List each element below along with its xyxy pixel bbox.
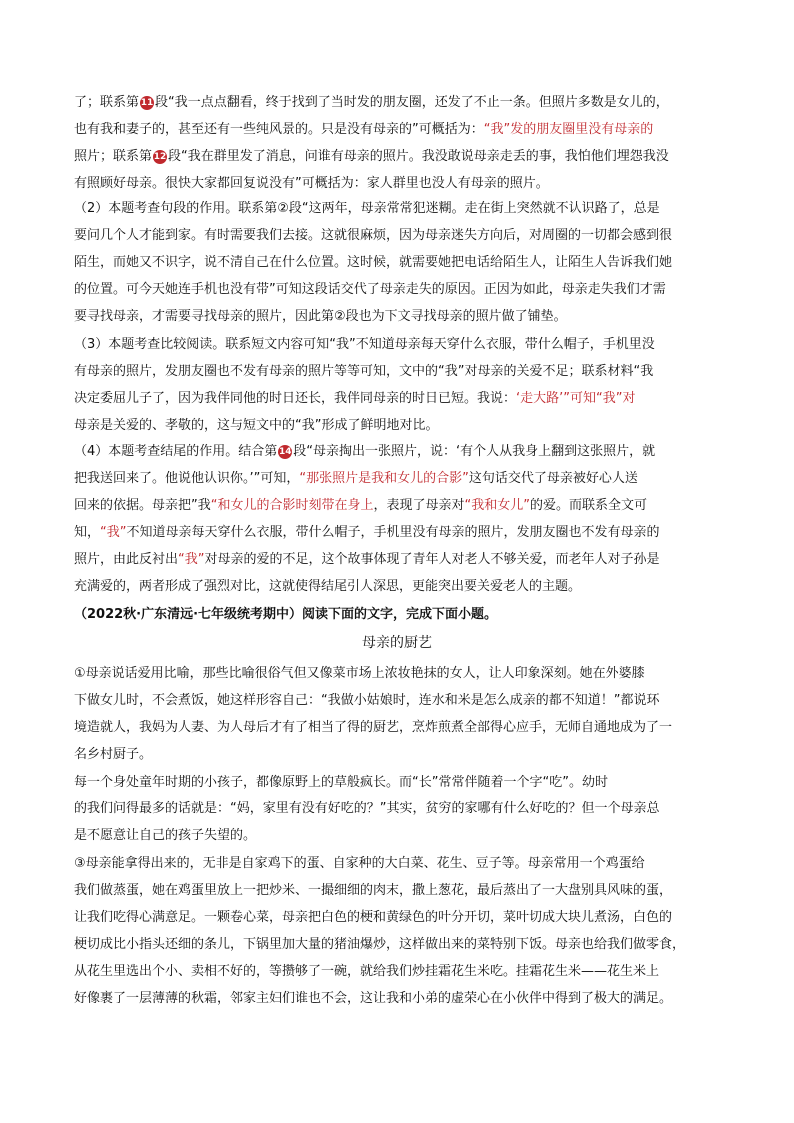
text-segment: 有照顾好母亲。很快大家都回复说没有”可概括为：家人群里也没人有母亲的照片。 (74, 176, 549, 191)
text-line (74, 665, 724, 683)
text-line (74, 94, 724, 112)
text-line (74, 308, 724, 326)
text-line (74, 746, 724, 764)
text-line (74, 148, 724, 166)
text-segment: 决定委屈儿子了，因为我伴同他的时日还长，我伴同母亲的时日已短。我说： (74, 391, 517, 406)
text-line (74, 254, 724, 272)
text-segment: 段“我一点点翻看，终于找到了当时发的朋友圈，还发了不止一条。但照片多数是女儿的， (155, 95, 669, 110)
text-segment: 梗切成比小指头还细的条儿，下锅里加大量的猪油爆炒，这样做出来的菜特别下饭。母亲也给我们做零食， (74, 937, 686, 952)
text-segment: 段“我在群里发了消息，问谁有母亲的照片。我没敢说母亲走丢的事，我怕他们埋怨我没 (168, 149, 669, 164)
text-line (74, 390, 724, 408)
text-segment: 下做女儿时，不会煮饭，她这样形容自己：“我做小姑娘时，连水和米是怎么成亲的都不知道！”都说环 (74, 693, 660, 708)
text-segment: 是不愿意让自己的孩子失望的。 (74, 828, 257, 843)
highlighted-answer: ‘走大路’”可知“我”对 (516, 391, 636, 406)
text-line (74, 800, 724, 818)
text-segment: 也有我和妻子的，甚至还有一些纯风景的。只是没有母亲的”可概括为： (74, 122, 484, 137)
text-segment: 照片；联系第 (74, 149, 153, 164)
text-line (74, 692, 724, 710)
text-segment: 的位置。可今天她连手机也没有带”可知这段话交代了母亲走失的原因。正因为如此，母亲走失我们才需 (74, 282, 666, 297)
text-segment: 对母亲的爱的不足，这个故事体现了青年人对老人不够关爱，而老年人对子孙是 (204, 552, 660, 567)
text-segment: 母亲是关爱的、孝敬的，这与短文中的“我”形成了鲜明地对比。 (74, 418, 439, 433)
text-segment: 照片，由此反衬出 (74, 552, 179, 567)
text-line (74, 578, 724, 596)
text-line (74, 719, 724, 737)
article-title: 母亲的厨艺 (362, 635, 432, 651)
highlighted-answer: “我”发的朋友圈里没有母亲的 (483, 122, 654, 137)
source-heading-text: （2022秋·广东清远·七年级统考期中）阅读下面的文字，完成下面小题。 (74, 607, 498, 622)
text-line (74, 882, 724, 900)
text-line (74, 363, 724, 381)
text-line (74, 524, 724, 542)
text-line (74, 855, 724, 873)
paragraph-number-badge: 14 (279, 447, 292, 457)
text-segment: （4）本题考查结尾的作用。结合第 (74, 444, 278, 459)
text-segment: 知， (74, 525, 101, 540)
text-segment: 境造就人，我妈为人妻、为人母后才有了相当了得的厨艺，烹炸煎煮全部得心应手，无师自通地成为了一 (74, 720, 673, 735)
text-line (74, 551, 724, 569)
source-heading (74, 606, 724, 624)
text-segment: 每一个身处童年时期的小孩子，都像原野上的草般疯长。而“长”常常伴随着一个字“吃”。幼时 (74, 775, 608, 790)
text-segment: 有母亲的照片，发朋友圈也不发有母亲的照片等等可知，文中的“我”对母亲的关爱不足；联系材料“我 (74, 364, 654, 379)
text-line (74, 175, 724, 193)
text-segment: 好像裹了一层薄薄的秋霜，邻家主妇们谁也不会，这让我和小弟的虚荣心在小伙伴中得到了极大的满足。 (74, 991, 673, 1006)
text-line (74, 774, 724, 792)
highlighted-answer: “我和女儿” (464, 498, 530, 513)
text-segment: 回来的依据。母亲把”我 (74, 498, 211, 513)
text-segment: 的爱。而联系全文可 (530, 498, 648, 513)
highlighted-answer: “和女儿的合影时刻带在身上 (210, 498, 374, 513)
text-segment: 让我们吃得心满意足。一颗卷心菜，母亲把白色的梗和黄绿色的叶分开切，菜叶切成大块儿煮汤，白色的 (74, 910, 673, 925)
text-segment: 段“母亲掏出一张照片，说：‘有个人从我身上翻到这张照片，就 (293, 444, 656, 459)
text-line (74, 990, 724, 1008)
text-segment: 从花生里选出个小、卖相不好的，等攒够了一碗，就给我们炒挂霜花生米吃。挂霜花生米——花生米上 (74, 964, 660, 979)
text-line (74, 417, 724, 435)
text-segment: ③母亲能拿得出来的，无非是自家鸡下的蛋、自家种的大白菜、花生、豆子等。母亲常用一个鸡蛋给 (74, 856, 645, 871)
text-segment: （2）本题考查句段的作用。联系第②段“这两年，母亲常常犯迷糊。走在街上突然就不认识路了，总是 (74, 201, 660, 216)
text-segment: （3）本题考查比较阅读。联系短文内容可知“我”不知道母亲每天穿什么衣服，带什么帽子，手机里没 (74, 337, 655, 352)
text-segment: ①母亲说话爱用比喻，那些比喻很俗气但又像菜市场上浓妆艳抹的女人，让人印象深刻。她在外婆膝 (74, 666, 645, 681)
text-segment: 我们做蒸蛋，她在鸡蛋里放上一把炒米、一撮细细的肉末，撒上葱花，最后蒸出了一大盘别具风味的蛋， (74, 883, 673, 898)
text-line (74, 497, 724, 515)
highlighted-answer: “那张照片是我和女儿的合影” (299, 471, 469, 486)
text-segment: 要寻找母亲，才需要寻找母亲的照片，因此第②段也为下文寻找母亲的照片做了铺垫。 (74, 309, 567, 324)
text-segment: 的我们问得最多的话就是：“妈，家里有没有好吃的？”其实，贫穷的家哪有什么好吃的？但一个母亲总 (74, 801, 660, 816)
text-line (74, 909, 724, 927)
paragraph-number-badge: 12 (153, 152, 167, 162)
text-line (74, 121, 724, 139)
text-segment: 不知道母亲每天穿什么衣服，带什么帽子，手机里没有母亲的照片，发朋友圈也不发有母亲的 (126, 525, 660, 540)
text-line (74, 470, 724, 488)
text-line (74, 336, 724, 354)
text-segment: 名乡村厨子。 (74, 747, 153, 762)
text-line (74, 281, 724, 299)
text-segment: 了；联系第 (74, 95, 140, 110)
text-segment: 把我送回来了。他说他认识你。’”可知， (74, 471, 300, 486)
paragraph-number-badge: 11 (140, 98, 154, 108)
text-segment: ，表现了母亲对 (373, 498, 465, 513)
highlighted-answer: “我” (100, 525, 127, 540)
text-line (74, 443, 724, 461)
text-line (74, 200, 724, 218)
text-segment: 陌生，而她又不识字，说不清自己在什么位置。这时候，就需要她把电话给陌生人，让陌生人告诉我们她 (74, 255, 673, 270)
text-line (74, 227, 724, 245)
text-line (74, 936, 724, 954)
text-line (74, 827, 724, 845)
text-segment: 要问几个人才能到家。有时需要我们去接。这就很麻烦，因为母亲迷失方向后，对周圈的一切都会感到很 (74, 228, 673, 243)
text-segment: 充满爱的，两者形成了强烈对比，这就使得结尾引人深思，更能突出要关爱老人的主题。 (74, 579, 582, 594)
text-line (74, 963, 724, 981)
highlighted-answer: “我” (178, 552, 205, 567)
text-segment: 这句话交代了母亲被好心人送 (468, 471, 638, 486)
